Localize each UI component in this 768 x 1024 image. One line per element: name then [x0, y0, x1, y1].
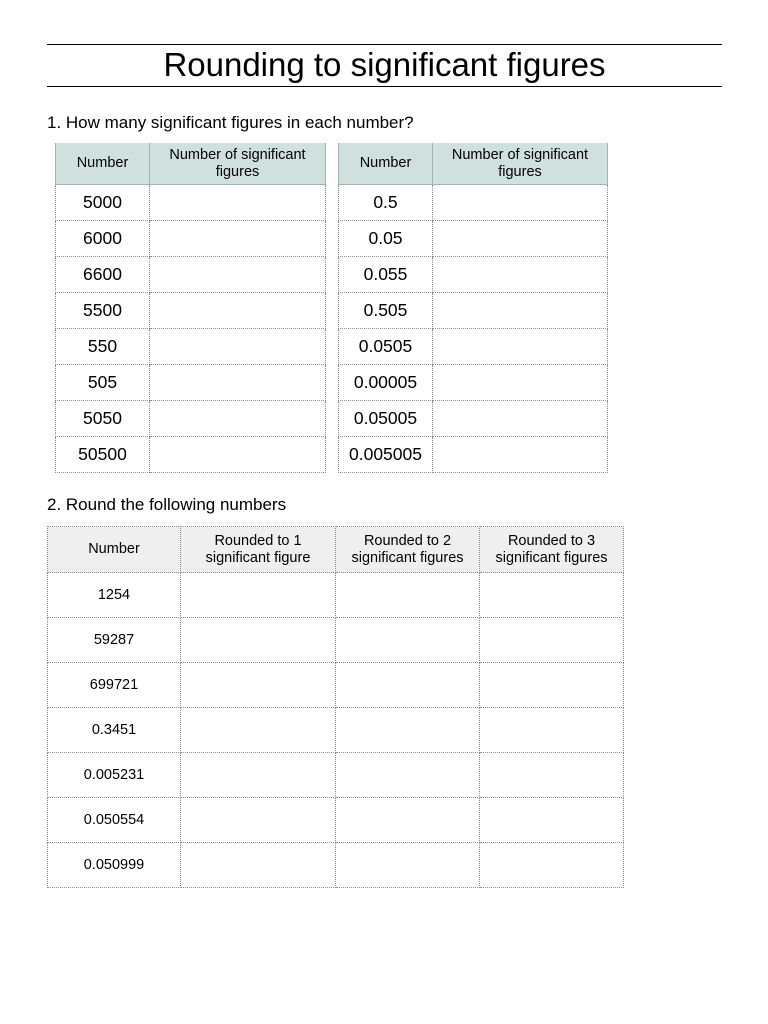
number-cell: 6600 [56, 257, 150, 293]
number-cell: 0.05 [339, 221, 433, 257]
table-row [56, 221, 326, 257]
column-header-sig-figs: Number of significant figures [433, 143, 608, 185]
answer-cell[interactable] [336, 573, 480, 618]
table-row [339, 401, 608, 437]
table-row [48, 798, 624, 843]
column-header-2-sig-figs: Rounded to 2 significant figures [336, 527, 480, 573]
answer-cell[interactable] [150, 293, 326, 329]
answer-cell[interactable] [181, 663, 336, 708]
answer-cell[interactable] [480, 618, 624, 663]
table-row [56, 365, 326, 401]
answer-cell[interactable] [433, 221, 608, 257]
answer-cell[interactable] [181, 708, 336, 753]
number-cell: 0.505 [339, 293, 433, 329]
number-cell: 50500 [56, 437, 150, 473]
answer-cell[interactable] [150, 437, 326, 473]
number-cell: 5050 [56, 401, 150, 437]
number-cell: 0.5 [339, 185, 433, 221]
number-cell: 0.0505 [339, 329, 433, 365]
number-cell: 0.3451 [48, 708, 181, 753]
answer-cell[interactable] [181, 798, 336, 843]
table-row [339, 293, 608, 329]
table-row [48, 663, 624, 708]
answer-cell[interactable] [336, 843, 480, 888]
answer-cell[interactable] [433, 185, 608, 221]
number-cell: 0.005231 [48, 753, 181, 798]
number-cell: 0.05005 [339, 401, 433, 437]
table-row [56, 437, 326, 473]
column-header-3-sig-figs: Rounded to 3 significant figures [480, 527, 624, 573]
answer-cell[interactable] [433, 401, 608, 437]
answer-cell[interactable] [480, 798, 624, 843]
table-row [339, 221, 608, 257]
number-cell: 5500 [56, 293, 150, 329]
answer-cell[interactable] [480, 663, 624, 708]
column-header-1-sig-fig: Rounded to 1 significant figure [181, 527, 336, 573]
answer-cell[interactable] [433, 437, 608, 473]
answer-cell[interactable] [150, 257, 326, 293]
number-cell: 5000 [56, 185, 150, 221]
answer-cell[interactable] [181, 618, 336, 663]
table-row [56, 185, 326, 221]
table-row [48, 573, 624, 618]
question-2-prompt: 2. Round the following numbers [47, 495, 287, 514]
table-row [339, 329, 608, 365]
answer-cell[interactable] [480, 843, 624, 888]
number-cell: 0.005005 [339, 437, 433, 473]
answer-cell[interactable] [181, 573, 336, 618]
answer-cell[interactable] [480, 753, 624, 798]
answer-cell[interactable] [336, 798, 480, 843]
answer-cell[interactable] [336, 708, 480, 753]
answer-cell[interactable] [433, 365, 608, 401]
answer-cell[interactable] [150, 329, 326, 365]
page-title: Rounding to significant figures [163, 46, 606, 83]
number-cell: 0.050999 [48, 843, 181, 888]
answer-cell[interactable] [433, 293, 608, 329]
column-header-number: Number [56, 143, 150, 185]
q1-right-table [338, 143, 608, 473]
table-row [56, 257, 326, 293]
answer-cell[interactable] [150, 221, 326, 257]
column-header-sig-figs: Number of significant figures [150, 143, 326, 185]
table-row [56, 329, 326, 365]
number-cell: 550 [56, 329, 150, 365]
table-row [56, 401, 326, 437]
answer-cell[interactable] [433, 329, 608, 365]
q1-left-table [55, 143, 326, 473]
table-row [339, 185, 608, 221]
table-row [48, 708, 624, 753]
number-cell: 6000 [56, 221, 150, 257]
number-cell: 505 [56, 365, 150, 401]
number-cell: 0.055 [339, 257, 433, 293]
table-row [339, 437, 608, 473]
number-cell: 59287 [48, 618, 181, 663]
answer-cell[interactable] [181, 843, 336, 888]
table-row [339, 257, 608, 293]
number-cell: 1254 [48, 573, 181, 618]
answer-cell[interactable] [433, 257, 608, 293]
answer-cell[interactable] [336, 753, 480, 798]
answer-cell[interactable] [150, 185, 326, 221]
answer-cell[interactable] [336, 618, 480, 663]
table-row [339, 365, 608, 401]
table-row [48, 618, 624, 663]
table-row [48, 843, 624, 888]
answer-cell[interactable] [150, 401, 326, 437]
q2-rounding-table [47, 526, 624, 888]
answer-cell[interactable] [336, 663, 480, 708]
answer-cell[interactable] [150, 365, 326, 401]
column-header-number: Number [339, 143, 433, 185]
column-header-number: Number [48, 527, 181, 573]
question-1-prompt: 1. How many significant figures in each number? [47, 113, 414, 132]
title-bottom-rule [47, 86, 722, 87]
answer-cell[interactable] [181, 753, 336, 798]
table-row [56, 293, 326, 329]
number-cell: 0.050554 [48, 798, 181, 843]
answer-cell[interactable] [480, 708, 624, 753]
number-cell: 699721 [48, 663, 181, 708]
number-cell: 0.00005 [339, 365, 433, 401]
answer-cell[interactable] [480, 573, 624, 618]
table-row [48, 753, 624, 798]
